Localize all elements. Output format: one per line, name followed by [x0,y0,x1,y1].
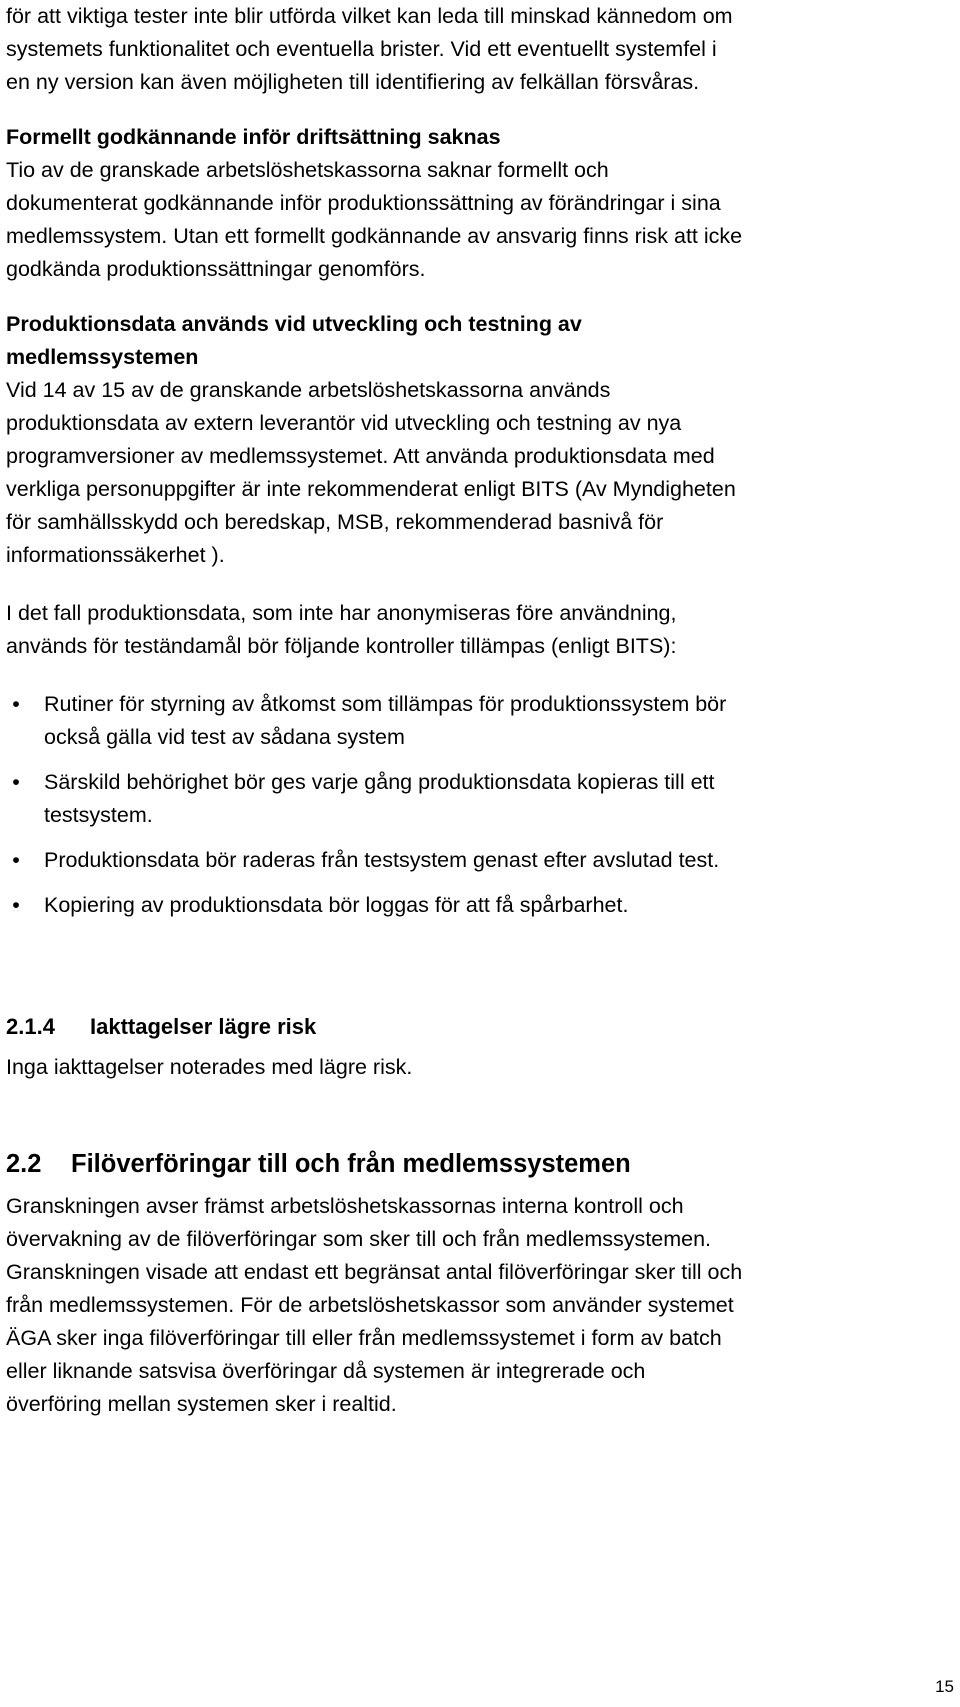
heading-line: Produktionsdata används vid utveckling och testning av [6,312,582,336]
text-line: från medlemssystemen. För de arbetslöshetskassor som använder systemet [6,1293,734,1317]
text-line: informationssäkerhet ). [6,543,225,567]
list-item [6,889,952,922]
section-title: Iakttagelser lägre risk [90,1014,317,1039]
text-line: Särskild behörighet bör ges varje gång produktionsdata kopieras till ett [44,770,715,794]
intro-paragraph [6,0,952,99]
text-line: överföring mellan systemen sker i realtid. [6,1392,397,1416]
produktionsdata-paragraph [6,374,952,572]
text-line: Produktionsdata bör raderas från testsystem genast efter avslutad test. [44,848,720,872]
text-line: Granskningen avser främst arbetslöshetskassornas interna kontroll och [6,1194,684,1218]
text-line: medlemssystem. Utan ett formellt godkännande av ansvarig finns risk att icke [6,224,743,248]
produktionsdata-controls-intro [6,597,952,663]
text-line: för samhällsskydd och beredskap, MSB, rekommenderad basnivå för [6,510,664,534]
list-item [6,688,952,754]
section-title: Filöverföringar till och från medlemssystemen [71,1150,631,1178]
text-line: används för teständamål bör följande kontroller tillämpas (enligt BITS): [6,634,677,658]
text-line: ÄGA sker inga filöverföringar till eller från medlemssystemet i form av batch [6,1326,722,1350]
list-item [6,844,952,877]
subheading-produktionsdata [6,308,952,374]
bullet-icon: • [12,893,20,917]
text-line: verkliga personuppgifter är inte rekommenderat enligt BITS (Av Myndigheten [6,477,736,501]
formellt-paragraph [6,154,952,286]
controls-bullet-list [6,688,952,922]
text-line: Tio av de granskade arbetslöshetskassorna saknar formellt och [6,158,609,182]
text-line: också gälla vid test av sådana system [44,725,405,749]
text-line: Granskningen visade att endast ett begränsat antal filöverföringar sker till och [6,1260,743,1284]
bullet-icon: • [12,770,20,794]
text-line: Kopiering av produktionsdata bör loggas för att få spårbarhet. [44,893,629,917]
text-line: testsystem. [44,803,153,827]
bullet-icon: • [12,692,20,716]
text-line: Vid 14 av 15 av de granskande arbetslöshetskassorna används [6,378,611,402]
text-line: övervakning av de filöverföringar som sker till och från medlemssystemen. [6,1227,712,1251]
subheading-formellt-godkannande: Formellt godkännande inför driftsättning saknas [6,125,501,149]
bullet-icon: • [12,848,20,872]
text-line: eller liknande satsvisa överföringar då systemen är integrerade och [6,1359,646,1383]
text-line: godkända produktionssättningar genomförs. [6,257,426,281]
heading-2-2 [6,1146,952,1182]
document-page [6,0,952,1421]
iakttagelser-paragraph: Inga iakttagelser noterades med lägre risk. [6,1055,413,1079]
text-line: en ny version kan även möjligheten till identifiering av felkällan försvåras. [6,70,700,94]
section-number: 2.2 [6,1150,42,1178]
heading-2-1-4 [6,1010,952,1043]
text-line: Rutiner för styrning av åtkomst som tillämpas för produktionssystem bör [44,692,727,716]
heading-line: medlemssystemen [6,345,199,369]
text-line: I det fall produktionsdata, som inte har anonymiseras före användning, [6,601,677,625]
filoverforingar-paragraph [6,1190,952,1421]
text-line: för att viktiga tester inte blir utförda vilket kan leda till minskad kännedom om [6,4,733,28]
section-number: 2.1.4 [6,1014,55,1039]
text-line: produktionsdata av extern leverantör vid utveckling och testning av nya [6,411,682,435]
text-line: systemets funktionalitet och eventuella brister. Vid ett eventuellt systemfel i [6,37,717,61]
page-number: 15 [935,1677,954,1696]
list-item [6,766,952,832]
text-line: dokumenterat godkännande inför produktionssättning av förändringar i sina [6,191,721,215]
text-line: programversioner av medlemssystemet. Att använda produktionsdata med [6,444,715,468]
